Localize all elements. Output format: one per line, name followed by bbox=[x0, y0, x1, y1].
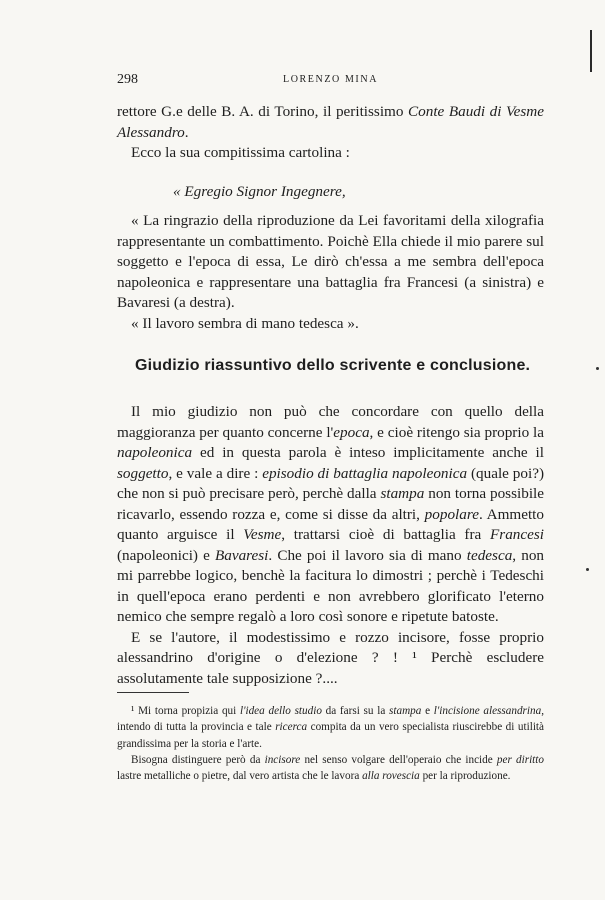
footnote-divider bbox=[117, 692, 189, 693]
footnote: Bisogna distinguere però da incisore nel senso volgare dell'operaio che incide per diritto lastre metalliche o pietre, dal vero artista che le lavora alla rovescia per la riproduzione. bbox=[117, 753, 544, 783]
salutation: « Egregio Signor Ingegnere, bbox=[173, 183, 346, 200]
scan-speck bbox=[586, 568, 589, 571]
page-header bbox=[117, 72, 544, 92]
salutation-block bbox=[117, 182, 544, 203]
scan-speck bbox=[596, 367, 599, 370]
running-title: LORENZO MINA bbox=[282, 74, 379, 85]
top-line: rettore G.e delle B. A. di Torino, il peritissimo Conte Baudi di Vesme Alessandro. bbox=[117, 103, 544, 141]
body-paragraph: Il mio giudizio non può che concordare con quello della maggioranza per quanto concerne l'epoca, e cioè ritengo sia proprio la napoleonica ed in questa parola è inteso implicitamente anche il soggetto, e vale a dire : episodio di battaglia napoleonica (quale poi?) che non si può precisare però, perchè dalla stampa non torna possibile ricavarlo, essendo rozza e, come si disse da altri, popolare. Ammetto quanto arguisce il Vesme, trattarsi cioè di battaglia fra Francesi (napoleonici) e Bavaresi. Che poi il lavoro sia di mano tedesca, non mi parrebbe logico, benchè la facitura lo dimostri ; perchè i Tedeschi in quell'epoca erano perdenti e non avrebbero glorificato l'eterno nemico che sempre regalò a loro così sonore e ripetute batoste. bbox=[117, 403, 545, 625]
page-number: 298 bbox=[117, 72, 138, 87]
scan-edge-line bbox=[590, 30, 592, 72]
footnotes bbox=[117, 703, 544, 784]
letter-paragraph: « Il lavoro sembra di mano tedesca ». bbox=[131, 314, 359, 332]
intro-line: Ecco la sua compitissima cartolina : bbox=[131, 144, 350, 161]
body-paragraph: E se l'autore, il modestissimo e rozzo incisore, fosse proprio alessandrino d'origine o d'elezione ? ! ¹ Perchè escludere assolutamente tale supposizione ?.... bbox=[117, 628, 544, 687]
top-block bbox=[117, 102, 544, 164]
body-block bbox=[117, 402, 544, 689]
section-heading: Giudizio riassuntivo dello scrivente e conclusione. bbox=[135, 357, 531, 374]
letter-block bbox=[117, 211, 544, 334]
footnote: ¹ Mi torna propizia qui l'idea dello studio da farsi su la stampa e l'incisione alessandrina, intendo di tutta la provincia e tale ricerca compita da un vero specialista riuscirebbe di utilità grandissima per la storia e l'arte. bbox=[117, 705, 544, 750]
letter-paragraph: « La ringrazio della riproduzione da Lei favoritami della xilografia rappresentante un combattimento. Poichè Ella chiede il mio parere sul soggetto e l'epoca di essa, Le dirò ch'essa a me sembra dell'epoca napoleonica e rappresentare una battaglia fra Francesi (a sinistra) e Bavaresi (a destra). bbox=[117, 212, 544, 311]
